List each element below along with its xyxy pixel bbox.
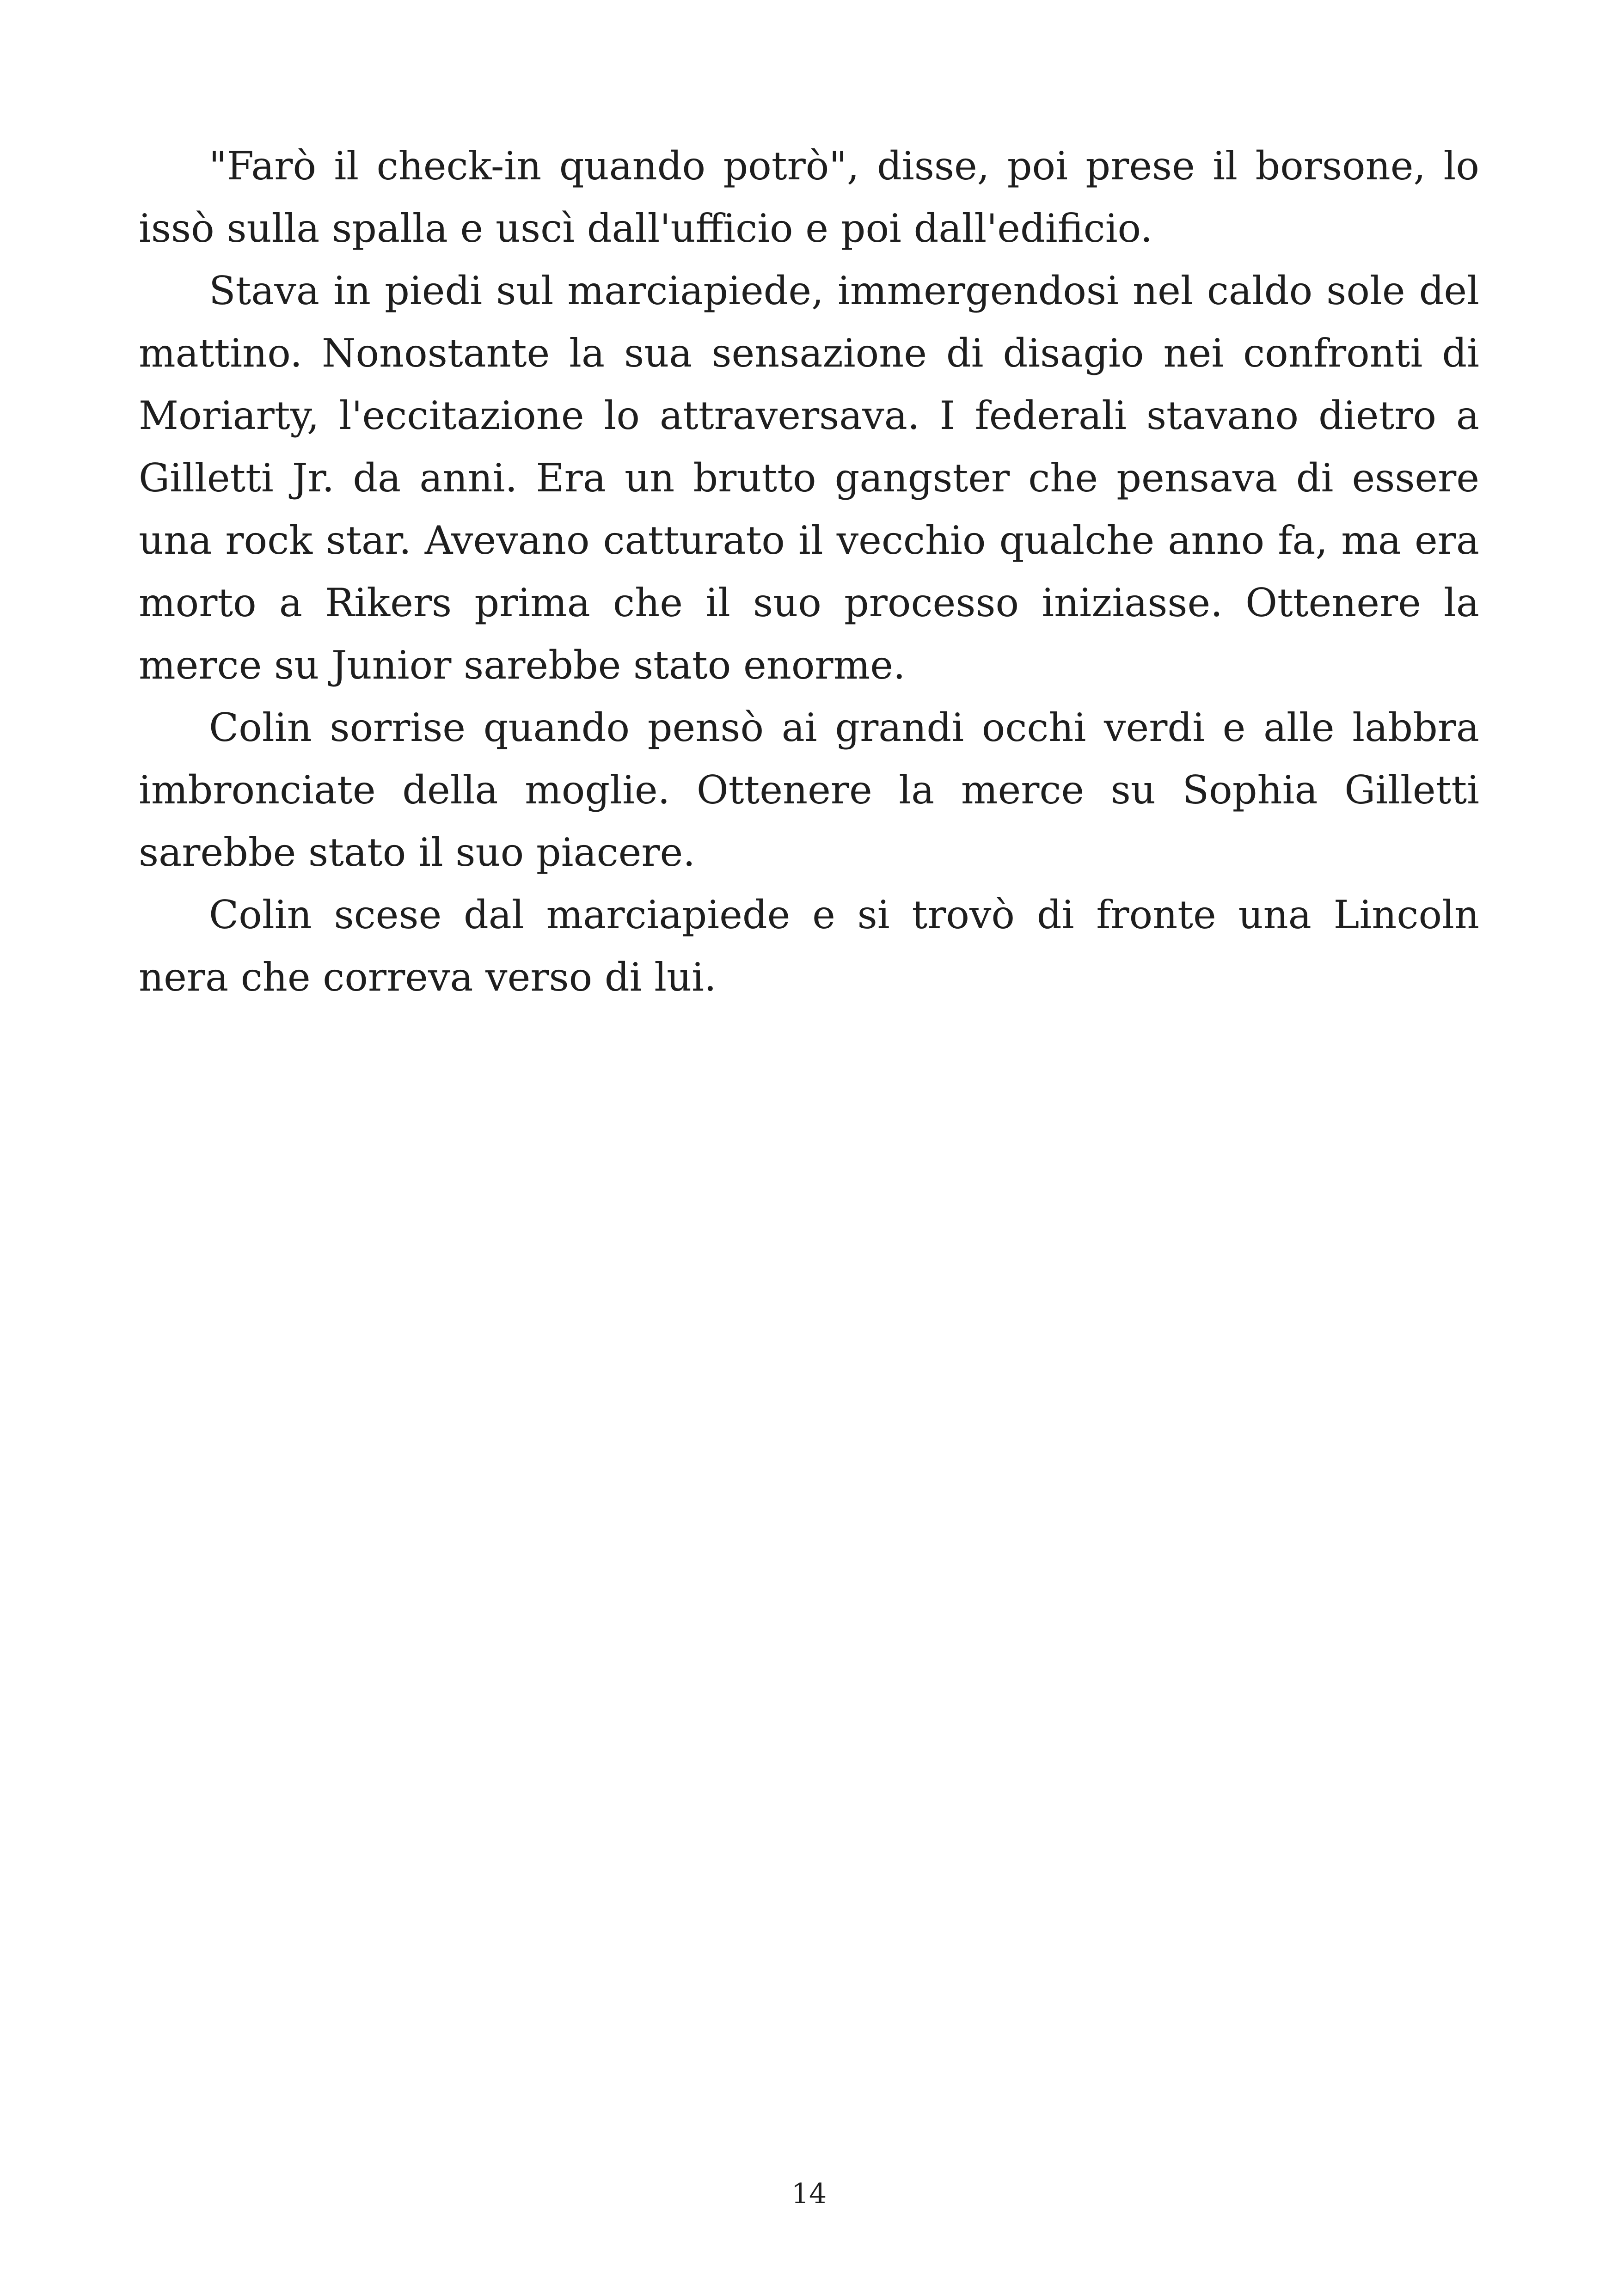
paragraph-1: "Farò il check-in quando potrò", disse, poi prese il borsone, lo issò sulla spalla e uscì dall'ufficio e poi dall'edificio. — [139, 143, 1479, 251]
paragraph-3: Colin sorrise quando pensò ai grandi occhi verdi e alle labbra imbronciate della moglie. Ottenere la merce su Sophia Gilletti sarebbe stato il suo piacere. — [139, 705, 1479, 875]
body-text — [139, 135, 1479, 1009]
paragraph-2: Stava in piedi sul marciapiede, immergendosi nel caldo sole del mattino. Nonostante la sua sensazione di disagio nei confronti di Moriarty, l'eccitazione lo attraversava. I federali stavano dietro a Gilletti Jr. da anni. Era un brutto gangster che pensava di essere una rock star. Avevano catturato il vecchio qualche anno fa, ma era morto a Rikers prima che il suo processo iniziasse. Ottenere la merce su Junior sarebbe stato enorme. — [139, 268, 1479, 688]
paragraph-4: Colin scese dal marciapiede e si trovò di fronte una Lincoln nera che correva verso di lui. — [139, 892, 1479, 1000]
page-number: 14 — [791, 2178, 827, 2210]
